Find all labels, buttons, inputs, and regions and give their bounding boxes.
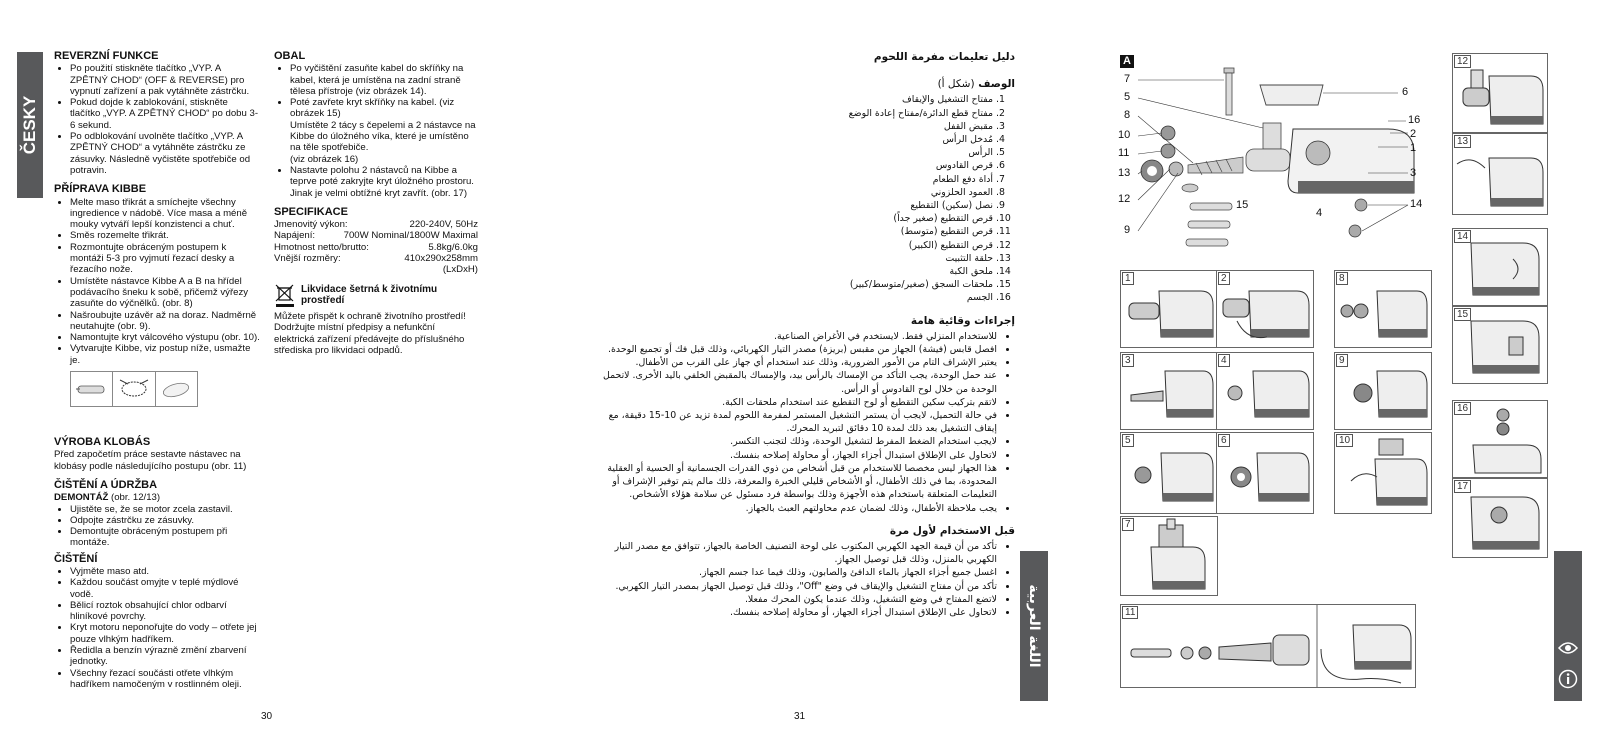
arabic-side-tab-label: اللغة العربية xyxy=(1026,584,1042,668)
sausage-text: Před započetím práce sestavte nástavec na klobásy podle následujícího postupu (obr. 11) xyxy=(54,449,247,472)
kibbe-step-1-image xyxy=(71,372,113,406)
description-title xyxy=(585,78,1015,91)
figure-17 xyxy=(1452,478,1548,558)
spec-label: Napájení: xyxy=(274,230,316,242)
list-item: • Melte maso třikrát a smíchejte všechny ingredience v nádobě. Více masa a méně mouky vytváří lepší konzistenci a chuť. xyxy=(70,197,260,231)
figure-number: 7 xyxy=(1122,518,1134,531)
list-item: • تأكد من أن قيمة الجهد الكهربي المكتوب على لوحة التصنيف الخاصة بالجهاز، تتوافق مع مصدر التيار الكهربي بالمنزل، وذلك قبل توصيل الجهاز. xyxy=(585,540,997,566)
figure-16 xyxy=(1452,400,1548,478)
arabic-page-title: دليل تعليمات مفرمة اللحوم xyxy=(873,51,1015,63)
list-item: • لايجب استخدام الضغط المفرط لتشغيل الوحدة، وذلك لتجنب التكسر. xyxy=(585,435,997,448)
figure-number: 10 xyxy=(1336,434,1353,447)
list-item: • Vytvarujte Kibbe, viz postup níže, usmažte je. xyxy=(70,343,260,366)
figure-step-11 xyxy=(1120,604,1416,688)
callout-label: 14 xyxy=(1410,198,1423,210)
list-item: • Pokud dojde k zablokování, stiskněte tlačítko „VYP. A ZPĚTNÝ CHOD“ po dobu 3-6 sekund. xyxy=(70,97,260,131)
list-item: • اغسل جميع أجزاء الجهاز بالماء الدافئ والصابون، وذلك فيما عدا جسم الجهاز. xyxy=(585,566,997,579)
czech-column-1 xyxy=(54,51,260,698)
list-item: • Ředidla a benzín výrazně změní zbarvení jednotky. xyxy=(70,645,260,668)
disposal-text: Můžete přispět k ochraně životního prostředí! Dodržujte místní předpisy a nefunkční elektrická zařízení předávejte do příslušného střediska pro likvidaci odpadů. xyxy=(274,310,466,356)
list-item: • Ujistěte se, že se motor zcela zastavil. xyxy=(70,504,260,515)
grinder-step-drawing xyxy=(1121,517,1217,595)
grinder-step-drawing xyxy=(1335,271,1431,347)
list-item: • Umístěte nástavce Kibbe A a B na hřídel podávacího šneku k sobě, přičemž výřezy zasuňte do výčnělků. (obr. 8) xyxy=(70,276,260,310)
figure-15 xyxy=(1452,306,1548,384)
exploded-diagram xyxy=(1118,53,1448,253)
list-item: • Směs rozemelte třikrát. xyxy=(70,230,260,241)
list-item: 6. قرص القادوس xyxy=(585,159,993,172)
meat-grinder-exploded-drawing xyxy=(1118,53,1448,253)
list-item: 7. أداة دفع الطعام xyxy=(585,173,993,186)
callout-label: 10 xyxy=(1118,129,1131,141)
figure-number: 16 xyxy=(1454,402,1471,415)
safety-section xyxy=(585,315,1015,515)
list-item: • هذا الجهاز ليس مخصصا للاستخدام من قبل أشخاص من ذوي القدرات الجسمانية أو الحسية أو العقلية المحدودة، بما في ذلك الأطفال، أو الأشخاص قليلي الخبرة والمعرفة، ذلك مالم يتم توفير الإشراف أو التعليمات المتعلقة باستخدام هذه الأجهزة وذلك بواسطة فرد مسئول عن سلامة هؤلاء الأشخاص. xyxy=(585,462,997,502)
safety-title: إجراءات وقائية هامة xyxy=(910,314,1015,327)
packaging-title: OBAL xyxy=(274,50,306,62)
figure-number: 4 xyxy=(1218,354,1230,367)
right-edge-tab xyxy=(1554,551,1582,701)
list-item: • لاتقم بتركيب سكين التقطيع أو لوح التقطيع عند استخدام ملحقات الكبة. xyxy=(585,396,997,409)
figure-number: 6 xyxy=(1218,434,1230,447)
disassembly-ref: (obr. 12/13) xyxy=(108,492,161,504)
kibbe-step-2-image xyxy=(113,372,155,406)
list-item: • Každou součást omyjte v teplé mýdlové vodě. xyxy=(70,577,260,600)
list-item: • Vyjměte maso atd. xyxy=(70,566,260,577)
callout-label: 9 xyxy=(1124,224,1131,236)
spec-value: 220-240V, 50Hz xyxy=(409,219,478,231)
figure-number: 14 xyxy=(1454,230,1471,243)
list-item: • Bělicí roztok obsahující chlor odbarví hliníkové povrchy. xyxy=(70,600,260,623)
spec-label: Jmenovitý výkon: xyxy=(274,219,348,231)
figure-number: 3 xyxy=(1122,354,1134,367)
specs-title: SPECIFIKACE xyxy=(274,205,348,218)
list-item: • يعتبر الإشراف التام من الأمور الضرورية، وذلك عند استخدام أي جهاز على القرب من الأطفال. xyxy=(585,356,997,369)
spec-row xyxy=(274,219,478,230)
reverse-title: REVERZNÍ FUNKCE xyxy=(54,50,159,62)
list-item: • Demontujte obráceným postupem při montáže. xyxy=(70,526,260,549)
list-item: 15. ملحقات السجق (صغير/متوسط/كبير) xyxy=(585,278,993,291)
callout-label: 11 xyxy=(1118,147,1130,159)
grinder-step-drawing xyxy=(1121,433,1217,513)
callout-label: 12 xyxy=(1118,193,1131,205)
description-title-text: الوصف xyxy=(978,78,1015,91)
disassembly-subtitle xyxy=(54,492,260,503)
first-use-section xyxy=(585,525,1015,619)
spec-label: Hmotnost netto/brutto: xyxy=(274,241,369,253)
spec-value: 410x290x258mm xyxy=(404,253,478,265)
callout-label: 16 xyxy=(1408,114,1421,126)
figure-number: 5 xyxy=(1122,434,1134,447)
list-item: • Po odblokování uvolněte tlačítko „VYP. A ZPĚTNÝ CHOD“ a vytáhněte zástrčku ze zásuvky. Následně vyčistěte spotřebiče od potravin. xyxy=(70,131,260,176)
list-item: • لاتحاول على الإطلاق استبدال أجزاء الجهاز، أو محاولة إصلاحه بنفسك. xyxy=(585,606,997,619)
grinder-step-drawing xyxy=(1335,353,1431,429)
list-item: • Našroubujte uzávěr až na doraz. Nadměrně neutahujte (obr. 9). xyxy=(70,310,260,333)
list-item: • لاتحاول على الإطلاق استبدال أجزاء الجهاز، أو محاولة إصلاحه بنفسك. xyxy=(585,449,997,462)
callout-label: 15 xyxy=(1236,199,1249,211)
callout-label: 13 xyxy=(1118,167,1131,179)
spec-extra: (LxDxH) xyxy=(442,264,478,276)
list-item: 14. ملحق الكبة xyxy=(585,265,993,278)
page-number-left: 30 xyxy=(261,711,273,722)
page-number-right: 31 xyxy=(794,711,806,722)
list-item: • Odpojte zástrčku ze zásuvky. xyxy=(70,515,260,526)
specs-section xyxy=(274,207,478,276)
figure-number: 9 xyxy=(1336,354,1348,367)
figure-step-4 xyxy=(1216,352,1314,430)
list-item: • عند حمل الوحدة، يجب التأكد من الإمساك بالرأس بيد، والإمساك بالمقبض الخلفي باليد الأخرى. لاتحمل الوحدة من خلال لوح القادوس أو الرأس. xyxy=(585,369,997,395)
sausage-section xyxy=(54,437,260,472)
callout-label: 1 xyxy=(1410,142,1417,154)
arabic-side-tab xyxy=(1020,551,1048,701)
figure-number: 11 xyxy=(1122,606,1138,619)
list-item: 11. قرص التقطيع (متوسط) xyxy=(585,225,993,238)
list-item: • Nastavte polohu 2 nástavců na Kibbe a teprve poté zakryjte kryt úložného prostoru. Jinak je velmi obtížné kryt zavřít. (obr. 17) xyxy=(290,165,478,199)
figure-step-2 xyxy=(1216,270,1314,348)
eye-icon xyxy=(1558,641,1578,660)
list-item: 2. مفتاح قطع الدائرة/مفتاح إعادة الوضع xyxy=(585,107,993,120)
list-item: 4. مُدخل الرأس xyxy=(585,133,993,146)
grinder-step-drawing xyxy=(1121,353,1217,429)
list-item: • Kryt motoru neponořujte do vody – otřete jej pouze vlhkým hadříkem. xyxy=(70,622,260,645)
list-item: • في حالة التحميل، لايجب أن يستمر التشغيل المستمر لمفرمة اللحوم لمدة تزيد عن 10-15 دقيقة، مع إيقاف التشغيل بعد ذلك لمدة 10 دقائق لتبريد المحرك. xyxy=(585,409,997,435)
spec-value: 700W Nominal/1800W Maximal xyxy=(343,230,478,242)
sausage-assembly-drawing xyxy=(1121,605,1415,687)
list-item: • Rozmontujte obráceným postupem k montáži 5-3 pro vyjmutí řezací desky a řezacího nože. xyxy=(70,242,260,276)
description-section xyxy=(585,78,1015,304)
cleaning-section xyxy=(54,480,260,690)
figure-step-3 xyxy=(1120,352,1218,430)
list-item: • Poté zavřete kryt skříňky na kabel. (viz obrázek 15) Umístěte 2 tácy s čepelemi a 2 nástavce na Kibbe do úložného víka, které je umístěno na těle spotřebiče. (viz obrázek 16) xyxy=(290,97,478,165)
grinder-step-drawing xyxy=(1217,353,1313,429)
callout-label: 8 xyxy=(1124,109,1131,121)
callout-label: 5 xyxy=(1124,91,1131,103)
figure-number: 15 xyxy=(1454,308,1471,321)
list-item: • للاستخدام المنزلي فقط. لايستخدم في الأغراض الصناعية. xyxy=(585,330,997,343)
list-item: 3. مقبض القفل xyxy=(585,120,993,133)
reverse-section xyxy=(54,51,260,176)
disassembly-label: DEMONTÁŽ xyxy=(54,492,109,504)
disposal-title: Likvidace šetrná k životnímu prostředí xyxy=(301,283,438,306)
sausage-title: VÝROBA KLOBÁS xyxy=(54,436,151,449)
description-subtitle: (شكل أ) xyxy=(937,78,975,91)
disposal-section xyxy=(274,284,478,356)
figure-number: 13 xyxy=(1454,135,1471,148)
figure-a-label: A xyxy=(1120,55,1134,68)
list-item: 5. الرأس xyxy=(585,146,993,159)
list-item: 16. الجسم xyxy=(585,291,993,304)
figure-step-8 xyxy=(1334,270,1432,348)
figure-number: 2 xyxy=(1218,272,1230,285)
figure-step-6 xyxy=(1216,432,1314,514)
figure-12 xyxy=(1452,53,1548,133)
list-item: 1. مفتاح التشغيل والإيقاف xyxy=(585,93,993,106)
figure-step-1 xyxy=(1120,270,1218,348)
figure-13 xyxy=(1452,133,1548,215)
first-use-title: قبل الاستخدام لأول مرة xyxy=(889,524,1015,537)
spec-row xyxy=(274,242,478,253)
figure-14 xyxy=(1452,228,1548,306)
list-item: 10. قرص التقطيع (صغير جداً) xyxy=(585,212,993,225)
kibbe-section xyxy=(54,184,260,407)
arabic-text-column xyxy=(585,51,1015,627)
info-icon xyxy=(1558,669,1578,694)
grinder-step-drawing xyxy=(1217,433,1313,513)
callout-label: 4 xyxy=(1316,207,1323,219)
figure-number: 8 xyxy=(1336,272,1348,285)
figure-step-5 xyxy=(1120,432,1218,514)
czech-side-tab xyxy=(17,52,43,198)
list-item: 13. حلقة التثبيت xyxy=(585,252,993,265)
callout-label: 6 xyxy=(1402,86,1409,98)
list-item: • Po vyčištění zasuňte kabel do skříňky na kabel, která je umístěna na zadní straně tělesa přístroje (viz obrázek 14). xyxy=(290,63,478,97)
figure-step-10 xyxy=(1334,432,1432,514)
callout-label: 3 xyxy=(1410,167,1417,179)
grinder-step-drawing xyxy=(1217,271,1313,347)
spec-row xyxy=(274,230,478,241)
grinder-step-drawing xyxy=(1121,271,1217,347)
kibbe-illustration xyxy=(70,371,198,407)
figure-step-7 xyxy=(1120,516,1218,596)
figure-number: 12 xyxy=(1454,55,1471,68)
spec-row xyxy=(274,253,478,264)
czech-side-tab-label: ČESKY xyxy=(20,95,39,155)
list-item: • افصل قابس (فيشة) الجهاز من مقبس (بريزة) مصدر التيار الكهربائي، وذلك قبل فك أو تجميع الوحدة. xyxy=(585,343,997,356)
cleaning-title: ČIŠTĚNÍ A ÚDRŽBA xyxy=(54,478,158,491)
list-item: • لاتضع المفتاح في وضع التشغيل، وذلك عندما يكون المحرك مفعلا. xyxy=(585,593,997,606)
list-item: • Všechny řezací součásti otřete vlhkým hadříkem namočeným v rostlinném oleji. xyxy=(70,668,260,691)
figure-number: 17 xyxy=(1454,480,1471,493)
czech-column-2 xyxy=(274,51,478,364)
figure-step-9 xyxy=(1334,352,1432,430)
weee-bin-icon xyxy=(274,284,298,311)
kibbe-step-3-image xyxy=(156,372,197,406)
list-item: • Po použití stiskněte tlačítko „VYP. A ZPĚTNÝ CHOD“ (OFF & REVERSE) pro vypnutí zařízení a pak vytáhněte zástrčku. xyxy=(70,63,260,97)
cleaning2-title: ČIŠTĚNÍ xyxy=(54,552,98,565)
list-item: • تأكد من أن مفتاح التشغيل والإيقاف في وضع "Off"، وذلك قبل توصيل الجهاز بمصدر التيار الكهربي. xyxy=(585,580,997,593)
spec-label: Vnější rozměry: xyxy=(274,253,341,265)
list-item: 8. العمود الحلزوني xyxy=(585,186,993,199)
callout-label: 7 xyxy=(1124,73,1131,85)
callout-label: 2 xyxy=(1410,128,1417,140)
figure-number: 1 xyxy=(1122,272,1134,285)
list-item: 12. قرص التقطيع (الكبير) xyxy=(585,239,993,252)
list-item: 9. نصل (سكين) التقطيع xyxy=(585,199,993,212)
spec-value: 5.8kg/6.0kg xyxy=(428,241,478,253)
kibbe-title: PŘÍPRAVA KIBBE xyxy=(54,183,147,196)
list-item: • يجب ملاحظة الأطفال، وذلك لضمان عدم محاولتهم العبث بالجهاز. xyxy=(585,502,997,515)
packaging-section xyxy=(274,51,478,199)
list-item: • Namontujte kryt válcového výstupu (obr. 10). xyxy=(70,332,260,343)
